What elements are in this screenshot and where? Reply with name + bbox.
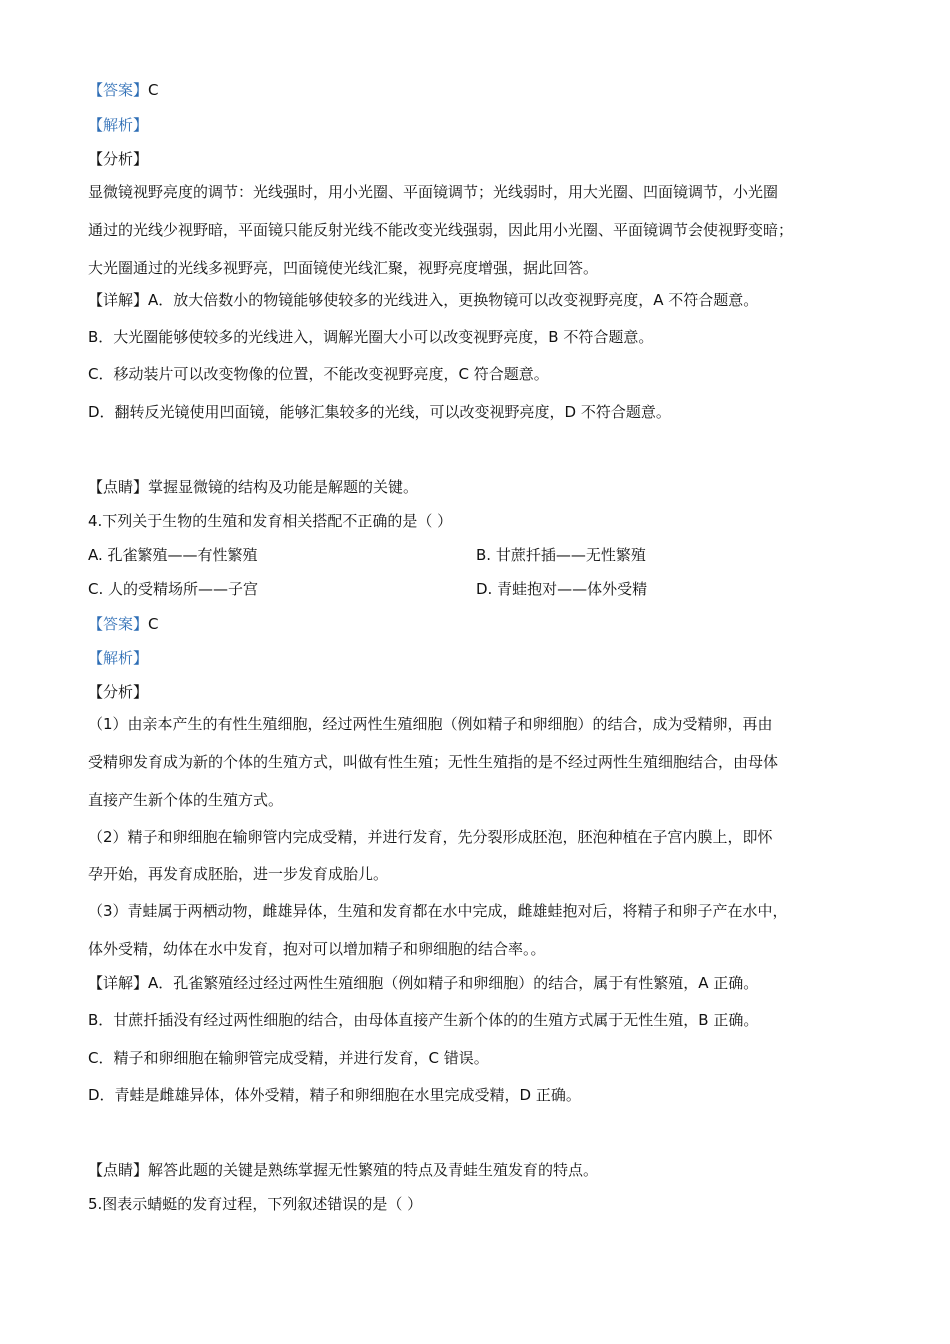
q4-dianjing: 【点睛】解答此题的关键是熟练掌握无性繁殖的特点及青蛙生殖发育的特点。 xyxy=(88,1161,599,1179)
q4-fenxi-line: 直接产生新个体的生殖方式。 xyxy=(88,791,284,809)
q3-analysis-tag: 【解析】 xyxy=(88,116,149,134)
answer-tag: 【答案】 xyxy=(88,615,149,633)
answer-value: C xyxy=(148,81,159,99)
q4-detail-line: D．青蛙是雌雄异体，体外受精，精子和卵细胞在水里完成受精，D 正确。 xyxy=(88,1086,581,1104)
q4-detail-line: 【详解】A．孔雀繁殖经过经过两性生殖细胞（例如精子和卵细胞）的结合，属于有性繁殖，A 正确。 xyxy=(88,974,759,992)
answer-value: C xyxy=(148,615,159,633)
q4-fenxi-label: 【分析】 xyxy=(88,683,149,701)
q3-fenxi-line: 通过的光线少视野暗，平面镜只能反射光线不能改变光线强弱，因此用小光圈、平面镜调节会使视野变暗； xyxy=(88,221,794,239)
q4-option-d: D. 青蛙抱对——体外受精 xyxy=(476,580,648,598)
q4-option-a: A. 孔雀繁殖——有性繁殖 xyxy=(88,546,258,564)
q3-detail-line: D．翻转反光镜使用凹面镜，能够汇集较多的光线，可以改变视野亮度，D 不符合题意。 xyxy=(88,403,671,421)
q4-fenxi-line: （2）精子和卵细胞在输卵管内完成受精，并进行发育，先分裂形成胚泡，胚泡种植在子宫内膜上，即怀 xyxy=(88,828,773,846)
q4-option-c: C. 人的受精场所——子宫 xyxy=(88,580,259,598)
q4-fenxi-line: （3）青蛙属于两栖动物，雌雄异体，生殖和发育都在水中完成，雌雄蛙抱对后，将精子和卵子产在水中， xyxy=(88,902,788,920)
q4-fenxi-line: 孕开始，再发育成胚胎，进一步发育成胎儿。 xyxy=(88,865,389,883)
q4-option-b: B. 甘蔗扦插——无性繁殖 xyxy=(476,546,646,564)
q3-dianjing: 【点睛】掌握显微镜的结构及功能是解题的关键。 xyxy=(88,478,419,496)
q4-answer xyxy=(88,614,878,634)
q3-detail-line: B．大光圈能够使较多的光线进入，调解光圈大小可以改变视野亮度，B 不符合题意。 xyxy=(88,328,654,346)
q3-detail-line: C．移动装片可以改变物像的位置，不能改变视野亮度，C 符合题意。 xyxy=(88,365,549,383)
q3-fenxi-label: 【分析】 xyxy=(88,150,149,168)
q4-stem: 4.下列关于生物的生殖和发育相关搭配不正确的是（ ） xyxy=(88,512,453,530)
q4-detail-line: C．精子和卵细胞在输卵管完成受精，并进行发育，C 错误。 xyxy=(88,1049,489,1067)
q3-answer xyxy=(88,80,878,100)
q4-detail-line: B．甘蔗扦插没有经过两性细胞的结合，由母体直接产生新个体的的生殖方式属于无性生殖，B 正确。 xyxy=(88,1011,759,1029)
q3-detail-line: 【详解】A．放大倍数小的物镜能够使较多的光线进入，更换物镜可以改变视野亮度，A 不符合题意。 xyxy=(88,291,759,309)
q3-fenxi-line: 大光圈通过的光线多视野亮，凹面镜使光线汇聚，视野亮度增强，据此回答。 xyxy=(88,259,599,277)
answer-tag: 【答案】 xyxy=(88,81,149,99)
q4-fenxi-line: （1）由亲本产生的有性生殖细胞，经过两性生殖细胞（例如精子和卵细胞）的结合，成为受精卵，再由 xyxy=(88,715,773,733)
q5-stem: 5.图表示蜻蜓的发育过程，下列叙述错误的是（ ） xyxy=(88,1195,423,1213)
q4-analysis-tag: 【解析】 xyxy=(88,649,149,667)
q4-fenxi-line: 受精卵发育成为新的个体的生殖方式，叫做有性生殖；无性生殖指的是不经过两性生殖细胞结合，由母体 xyxy=(88,753,779,771)
q4-fenxi-line: 体外受精，幼体在水中发育，抱对可以增加精子和卵细胞的结合率。。 xyxy=(88,940,546,958)
q3-fenxi-line: 显微镜视野亮度的调节：光线强时，用小光圈、平面镜调节；光线弱时，用大光圈、凹面镜调节，小光圈 xyxy=(88,183,779,201)
